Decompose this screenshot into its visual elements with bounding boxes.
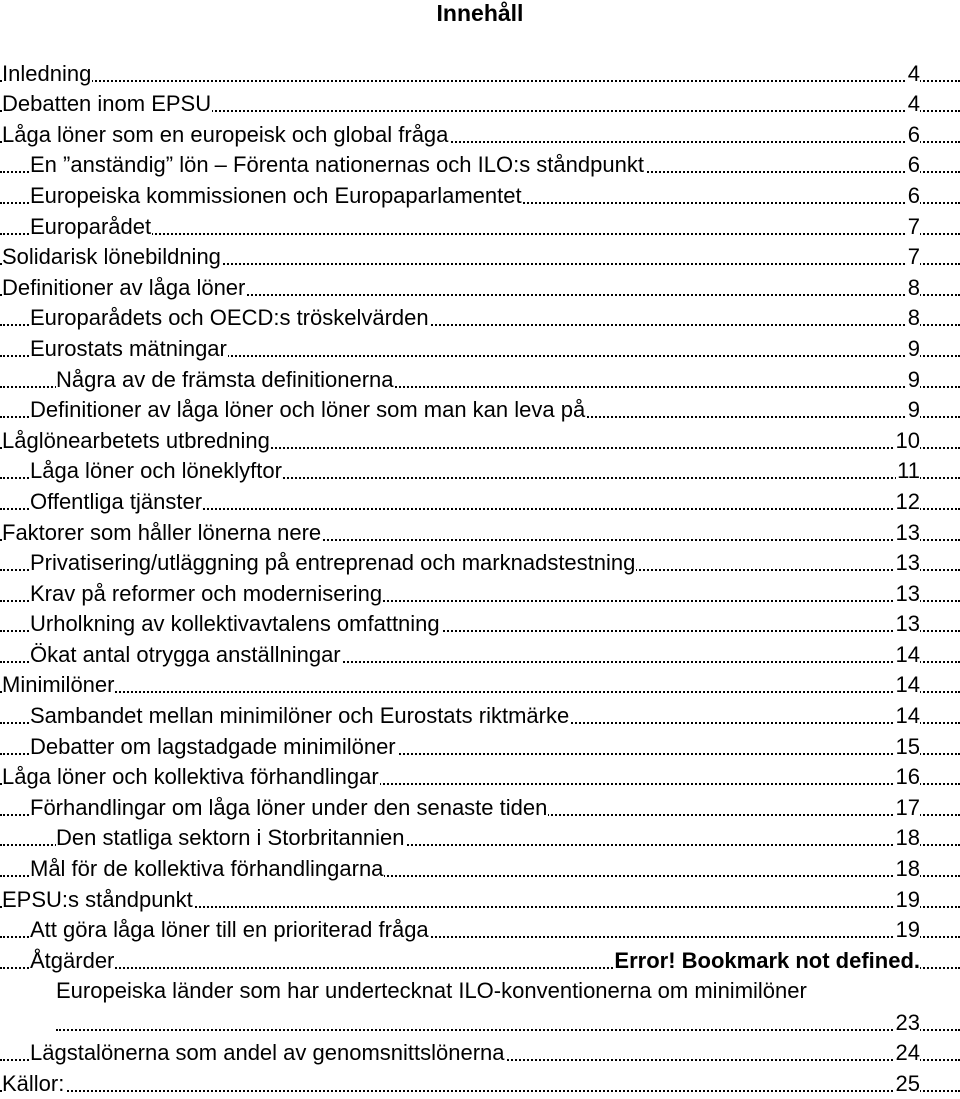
toc-entry[interactable] (0, 700, 960, 731)
toc-entry-label: Åtgärder (30, 946, 115, 976)
toc-entry-page: 6 (907, 181, 920, 211)
toc-entry-label: Källor: (2, 1069, 65, 1099)
toc-entry-label: Europarådet (30, 212, 152, 242)
toc-entry[interactable] (0, 303, 960, 334)
toc-entry[interactable] (0, 915, 960, 946)
toc-entry[interactable] (0, 609, 960, 640)
toc-entry[interactable] (0, 823, 960, 854)
toc-entry-page: 8 (907, 303, 920, 333)
toc-entry-label: Sambandet mellan minimilöner och Eurostats riktmärke (30, 701, 570, 731)
toc-entry[interactable] (0, 119, 960, 150)
toc-entry[interactable] (0, 670, 960, 701)
toc-entry[interactable] (0, 364, 960, 395)
toc-entry-label: Europeiska länder som har undertecknat ILO-konventionerna om minimilöner (56, 976, 808, 1006)
toc-entry-page: 8 (907, 273, 920, 303)
toc-entry-page: 9 (907, 334, 920, 364)
dot-leader (56, 1029, 960, 1031)
toc-entry[interactable] (0, 578, 960, 609)
toc-entry-page: 18 (895, 823, 920, 853)
toc-entry-page: 7 (907, 212, 920, 242)
toc-entry-label: Definitioner av låga löner och löner som man kan leva på (30, 395, 586, 425)
toc-entry-label: Privatisering/utläggning på entreprenad och marknadstestning (30, 548, 636, 578)
toc-entry[interactable] (0, 884, 960, 915)
toc-entry-page: 18 (895, 854, 920, 884)
toc-entry-label: Lägstalönerna som andel av genomsnittslönerna (30, 1038, 506, 1068)
dot-leader (0, 80, 960, 82)
toc-entry[interactable] (0, 395, 960, 426)
toc-entry-page: 4 (907, 89, 920, 119)
toc-entry[interactable] (0, 180, 960, 211)
toc-entry-page: 11 (896, 456, 920, 486)
toc-entry-page: 6 (907, 150, 920, 180)
toc-entry-page: 13 (895, 579, 920, 609)
toc-entry[interactable] (0, 517, 960, 548)
toc-entry-page: 23 (895, 1008, 920, 1038)
toc-entry-label: Europeiska kommissionen och Europaparlamentet (30, 181, 523, 211)
toc-entry[interactable] (0, 762, 960, 793)
table-of-contents (0, 58, 960, 1099)
toc-entry-page: 17 (895, 793, 920, 823)
toc-entry-page: 14 (895, 640, 920, 670)
toc-entry[interactable] (0, 58, 960, 89)
toc-entry-page: 4 (907, 59, 920, 89)
toc-entry-label: Urholkning av kollektivavtalens omfattning (30, 609, 441, 639)
toc-entry-page: 12 (895, 487, 920, 517)
toc-entry-page: 13 (895, 518, 920, 548)
toc-entry[interactable] (0, 853, 960, 884)
dot-leader (0, 691, 960, 693)
toc-entry[interactable] (0, 945, 960, 976)
toc-entry-label: Förhandlingar om låga löner under den senaste tiden (30, 793, 548, 823)
toc-entry-page: 9 (907, 365, 920, 395)
toc-entry-page: 10 (895, 426, 920, 456)
toc-entry-label: Att göra låga löner till en prioriterad fråga (30, 915, 430, 945)
toc-entry[interactable] (0, 731, 960, 762)
toc-entry-label: Inledning (2, 59, 92, 89)
toc-entry-page: 6 (907, 120, 920, 150)
toc-entry-page: 13 (895, 548, 920, 578)
toc-entry[interactable] (0, 1038, 960, 1069)
toc-entry-label: Definitioner av låga löner (2, 273, 246, 303)
toc-entry[interactable] (0, 456, 960, 487)
toc-entry-page: Error! Bookmark not defined. (613, 946, 920, 976)
toc-entry-label: Mål för de kollektiva förhandlingarna (30, 854, 384, 884)
toc-entry-label: Låga löner och löneklyftor (30, 456, 283, 486)
toc-entry-label: Låga löner och kollektiva förhandlingar (2, 762, 380, 792)
toc-entry[interactable] (0, 150, 960, 181)
toc-entry-label: Den statliga sektorn i Storbritannien (56, 823, 406, 853)
toc-entry-label: Offentliga tjänster (30, 487, 203, 517)
toc-entry-page: 15 (895, 732, 920, 762)
toc-entry-label: Debatten inom EPSU (2, 89, 212, 119)
toc-entry-label: Debatter om lagstadgade minimilöner (30, 732, 397, 762)
toc-entry[interactable] (0, 272, 960, 303)
toc-entry-label: Krav på reformer och modernisering (30, 579, 383, 609)
toc-entry[interactable] (0, 211, 960, 242)
toc-entry-page: 19 (895, 915, 920, 945)
toc-entry[interactable] (0, 1068, 960, 1099)
toc-entry-page: 25 (895, 1069, 920, 1099)
toc-entry-label: Europarådets och OECD:s tröskelvärden (30, 303, 430, 333)
toc-entry-label: Ökat antal otrygga anställningar (30, 640, 342, 670)
toc-entry-page: 19 (895, 885, 920, 915)
toc-entry[interactable] (0, 976, 960, 1038)
toc-entry-label: Solidarisk lönebildning (2, 242, 222, 272)
toc-entry-page: 7 (907, 242, 920, 272)
toc-entry[interactable] (0, 425, 960, 456)
toc-entry-page: 14 (895, 701, 920, 731)
toc-entry-page: 14 (895, 670, 920, 700)
toc-entry[interactable] (0, 639, 960, 670)
toc-entry-page: 13 (895, 609, 920, 639)
toc-entry-page: 16 (895, 762, 920, 792)
toc-entry-label: Låglönearbetets utbredning (2, 426, 271, 456)
page-title: Innehåll (436, 0, 524, 26)
toc-entry[interactable] (0, 548, 960, 579)
toc-entry[interactable] (0, 242, 960, 273)
toc-entry-label: Några av de främsta definitionerna (56, 365, 395, 395)
toc-entry[interactable] (0, 792, 960, 823)
toc-entry-label: En ”anständig” lön – Förenta nationernas och ILO:s ståndpunkt (30, 150, 645, 180)
toc-entry-label: Eurostats mätningar (30, 334, 228, 364)
toc-entry-page: 24 (895, 1038, 920, 1068)
toc-entry-page: 9 (907, 395, 920, 425)
toc-entry[interactable] (0, 486, 960, 517)
toc-entry-label: Minimilöner (2, 670, 115, 700)
toc-entry[interactable] (0, 89, 960, 120)
toc-entry-label: Faktorer som håller lönerna nere (2, 518, 322, 548)
toc-entry-label: Låga löner som en europeisk och global fråga (2, 120, 449, 150)
toc-entry[interactable] (0, 333, 960, 364)
toc-entry-label: EPSU:s ståndpunkt (2, 885, 194, 915)
